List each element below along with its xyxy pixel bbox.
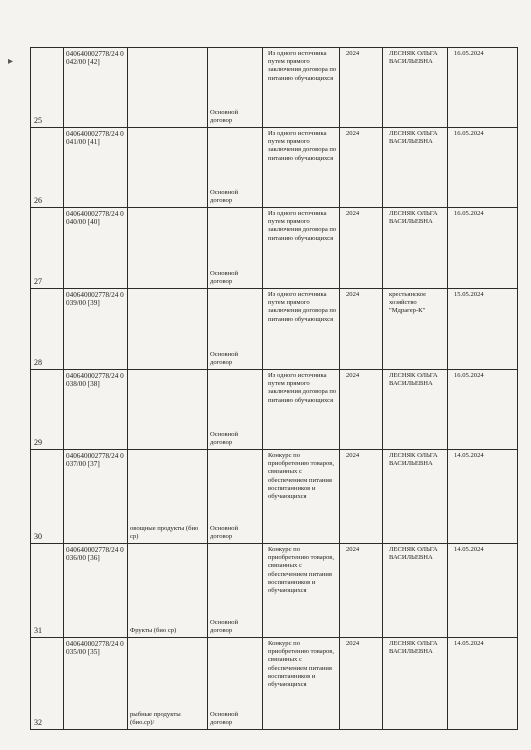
contract-year: 2024 [340,450,383,544]
supplier-name: ЛЕСНЯК ОЛЬГА ВАСИЛЬЕВНА [383,544,448,638]
supplier-name: ЛЕСНЯК ОЛЬГА ВАСИЛЬЕВНА [383,450,448,544]
contract-date: 14.05.2024 [448,544,518,638]
row-number: 28 [31,289,64,370]
product-name [128,208,208,289]
contract-type: Основной договор [208,544,263,638]
table-row [31,450,518,544]
contract-year: 2024 [340,48,383,128]
contract-code: 040640002778/24 0035/00 [35] [64,638,128,730]
procurement-method: Из одного источника путем прямого заключения договора по питанию обучающихся [263,48,340,128]
supplier-name: ЛЕСНЯК ОЛЬГА ВАСИЛЬЕВНА [383,370,448,450]
contract-date: 14.05.2024 [448,450,518,544]
procurement-method: Из одного источника путем прямого заключения договора по питанию обучающихся [263,370,340,450]
contract-year: 2024 [340,638,383,730]
table-row [31,289,518,370]
contract-type: Основной договор [208,289,263,370]
table-row [31,48,518,128]
contract-code: 040640002778/24 0039/00 [39] [64,289,128,370]
product-name: овощные продукты (био ср) [128,450,208,544]
contract-year: 2024 [340,370,383,450]
contract-type: Основной договор [208,370,263,450]
procurement-method: Конкурс по приобретению товаров, связанных с обеспечением питания воспитанников и обучающихся [263,638,340,730]
contract-type: Основной договор [208,450,263,544]
contract-code: 040640002778/24 0040/00 [40] [64,208,128,289]
row-number: 27 [31,208,64,289]
product-name [128,128,208,208]
contract-date: 16.05.2024 [448,370,518,450]
supplier-name: крестьянское хозяйство "Мдрагер-К" [383,289,448,370]
contract-type: Основной договор [208,128,263,208]
supplier-name: ЛЕСНЯК ОЛЬГА ВАСИЛЬЕВНА [383,208,448,289]
row-number: 32 [31,638,64,730]
product-name [128,370,208,450]
contract-year: 2024 [340,128,383,208]
contracts-table [30,47,518,730]
row-number: 30 [31,450,64,544]
row-number: 25 [31,48,64,128]
procurement-method: Конкурс по приобретению товаров, связанных с обеспечением питания воспитанников и обучающихся [263,544,340,638]
procurement-method: Из одного источника путем прямого заключения договора по питанию обучающихся [263,208,340,289]
contract-year: 2024 [340,544,383,638]
procurement-method: Из одного источника путем прямого заключения договора по питанию обучающихся [263,289,340,370]
contract-code: 040640002778/24 0038/00 [38] [64,370,128,450]
product-name [128,48,208,128]
contract-type: Основной договор [208,638,263,730]
product-name: Фрукты (био ср) [128,544,208,638]
row-number: 29 [31,370,64,450]
contract-code: 040640002778/24 0042/00 [42] [64,48,128,128]
procurement-method: Конкурс по приобретению товаров, связанных с обеспечением питания воспитанников и обучающихся [263,450,340,544]
supplier-name: ЛЕСНЯК ОЛЬГА ВАСИЛЬЕВНА [383,638,448,730]
contract-date: 15.05.2024 [448,289,518,370]
contract-date: 16.05.2024 [448,128,518,208]
margin-mark: ▸ [8,56,14,67]
contract-date: 16.05.2024 [448,208,518,289]
contract-code: 040640002778/24 0037/00 [37] [64,450,128,544]
product-name: рыбные продукты (био.ср)/ [128,638,208,730]
contract-type: Основной договор [208,208,263,289]
supplier-name: ЛЕСНЯК ОЛЬГА ВАСИЛЬЕВНА [383,128,448,208]
contract-year: 2024 [340,208,383,289]
row-number: 26 [31,128,64,208]
contract-code: 040640002778/24 0036/00 [36] [64,544,128,638]
supplier-name: ЛЕСНЯК ОЛЬГА ВАСИЛЬЕВНА [383,48,448,128]
table-row [31,370,518,450]
contract-year: 2024 [340,289,383,370]
table-row [31,638,518,730]
table-row [31,208,518,289]
contract-code: 040640002778/24 0041/00 [41] [64,128,128,208]
contract-date: 14.05.2024 [448,638,518,730]
contract-date: 16.05.2024 [448,48,518,128]
procurement-method: Из одного источника путем прямого заключения договора по питанию обучающихся [263,128,340,208]
contract-type: Основной договор [208,48,263,128]
product-name [128,289,208,370]
table-row [31,128,518,208]
table-row [31,544,518,638]
row-number: 31 [31,544,64,638]
